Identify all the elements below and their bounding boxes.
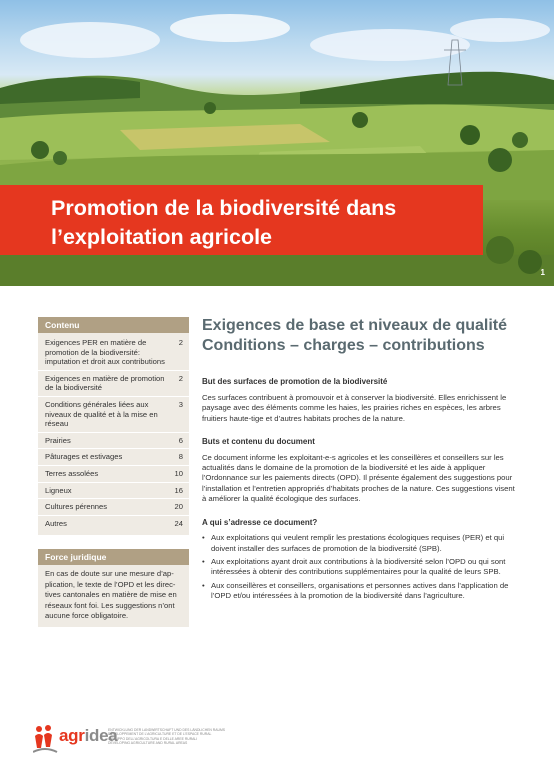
toc-entry-page: 2 bbox=[178, 338, 183, 347]
toc-entry-label: Terres assolées bbox=[45, 468, 99, 478]
section-title-line1: Exigences de base et niveaux de qualité bbox=[202, 317, 508, 334]
toc-entry-label: Ligneux bbox=[45, 485, 72, 495]
toc-entry[interactable] bbox=[38, 397, 189, 433]
agridea-logo bbox=[33, 720, 233, 770]
tagline-line: ENTWICKLUNG DER LANDWIRTSCHAFT UND DES LÄNDLICHEN RAUMS bbox=[108, 728, 226, 732]
tagline-line: DÉVELOPPEMENT DE L’AGRICULTURE ET DE L’ESPACE RURAL bbox=[108, 732, 212, 737]
toc-entry-page: 10 bbox=[174, 468, 183, 478]
contents-heading: Contenu bbox=[38, 317, 189, 333]
section-title bbox=[202, 316, 518, 355]
sidebar bbox=[38, 317, 189, 627]
toc-entry[interactable] bbox=[38, 335, 189, 371]
toc-entry-label: Prairies bbox=[45, 435, 71, 445]
section-title-line2: Conditions – charges – contributions bbox=[202, 336, 485, 354]
audience-list-item: • Aux exploitations qui veulent remplir les prestations écologiques requises (PER) et qui doivent installer des surfaces de promotion de la biodiversité (SPB). bbox=[202, 533, 518, 554]
purpose-heading: But des surfaces de promotion de la biodiversité bbox=[202, 377, 388, 386]
logo-part-2: idea bbox=[84, 726, 118, 745]
legal-force-box bbox=[38, 549, 189, 627]
tagline-line: SVILUPPO DELL’AGRICOLTURA E DELLE AREE RURALI bbox=[108, 736, 198, 741]
audience-list-item: • Aux conseillères et conseillers, organisations et personnes actives dans l’application de l’OPD et/ou intéressées à la promotion de la biodiversité dans l’agriculture. bbox=[202, 581, 518, 602]
toc-entry-page: 2 bbox=[178, 373, 183, 383]
document-title bbox=[51, 194, 471, 252]
toc-entry[interactable] bbox=[38, 449, 189, 466]
table-of-contents bbox=[38, 333, 189, 535]
toc-entry-label: Pâturages et estivages bbox=[45, 452, 123, 462]
toc-entry[interactable] bbox=[38, 483, 189, 500]
legal-force-text: En cas de doute sur une mesure d’application, le texte de l’OPD et les directives cantonales en matière de mise en réseaux font foi. Les suggestions n’ont aucune force obligatoire. bbox=[45, 569, 177, 620]
goals-text: Ce document informe les exploitant-e-s agricoles et les conseillères et conseillers sur les actualités dans le domaine de la promotion de la biodiversité et les aide à appliquer l’Ordonnance sur les paiements directs (OPD). Il présente également des suggestions pour l’installation et l’entretien appropriés d’habitats proches de la nature. Ces suggestions visent à améliorer la qualité écologique des surfaces. bbox=[202, 452, 515, 504]
page-number: 1 bbox=[540, 268, 545, 277]
toc-entry-page: 16 bbox=[174, 485, 183, 495]
toc-entry-label: Cultures pérennes bbox=[45, 502, 108, 512]
audience-list-item: • Aux exploitations ayant droit aux contributions à la biodiversité selon l’OPD ou qui sont intéressées à obtenir des contributions supplémentaires pour la qualité de leurs SPB. bbox=[202, 557, 518, 578]
audience-list bbox=[202, 533, 518, 601]
logo-part-1: agr bbox=[59, 726, 85, 745]
toc-entry[interactable] bbox=[38, 466, 189, 483]
logo-tagline bbox=[108, 728, 238, 746]
document-title-line1: Promotion de la biodiversité dans bbox=[51, 196, 397, 220]
agridea-people-icon bbox=[33, 724, 59, 754]
tagline-line: DEVELOPING AGRICULTURE AND RURAL AREAS bbox=[108, 741, 188, 746]
toc-entry-page: 6 bbox=[178, 435, 183, 445]
toc-entry-page: 24 bbox=[174, 518, 183, 528]
purpose-text: Ces surfaces contribuent à promouvoir et à conserver la biodiversité. Elles enrichissent le paysage avec des éléments comme les haies, les prairies riches en espèces, les arbres fruitiers haute-tige et d’autres habitats proches de la nature. bbox=[202, 393, 507, 423]
toc-entry[interactable] bbox=[38, 371, 189, 397]
toc-entry-label: Autres bbox=[45, 518, 67, 528]
toc-entry-label: Conditions générales liées aux niveaux de qualité et à la mise en réseau bbox=[45, 399, 158, 429]
toc-entry-page: 3 bbox=[178, 399, 183, 409]
toc-entry[interactable] bbox=[38, 516, 189, 532]
audience-heading: A qui s’adresse ce document? bbox=[202, 518, 318, 528]
main-content bbox=[202, 316, 518, 604]
toc-entry-label: Exigences PER en matière de promotion de la biodiversité: imputation et droit aux contributions bbox=[45, 338, 165, 367]
document-title-line2: l’exploitation agricole bbox=[51, 225, 273, 249]
goals-heading: Buts et contenu du document bbox=[202, 436, 315, 446]
toc-entry-page: 8 bbox=[178, 452, 183, 462]
toc-entry-page: 20 bbox=[174, 502, 183, 512]
toc-entry[interactable] bbox=[38, 499, 189, 516]
toc-entry[interactable] bbox=[38, 433, 189, 450]
legal-force-heading: Force juridique bbox=[38, 549, 189, 565]
toc-entry-label: Exigences en matière de promotion de la biodiversité bbox=[45, 373, 165, 393]
